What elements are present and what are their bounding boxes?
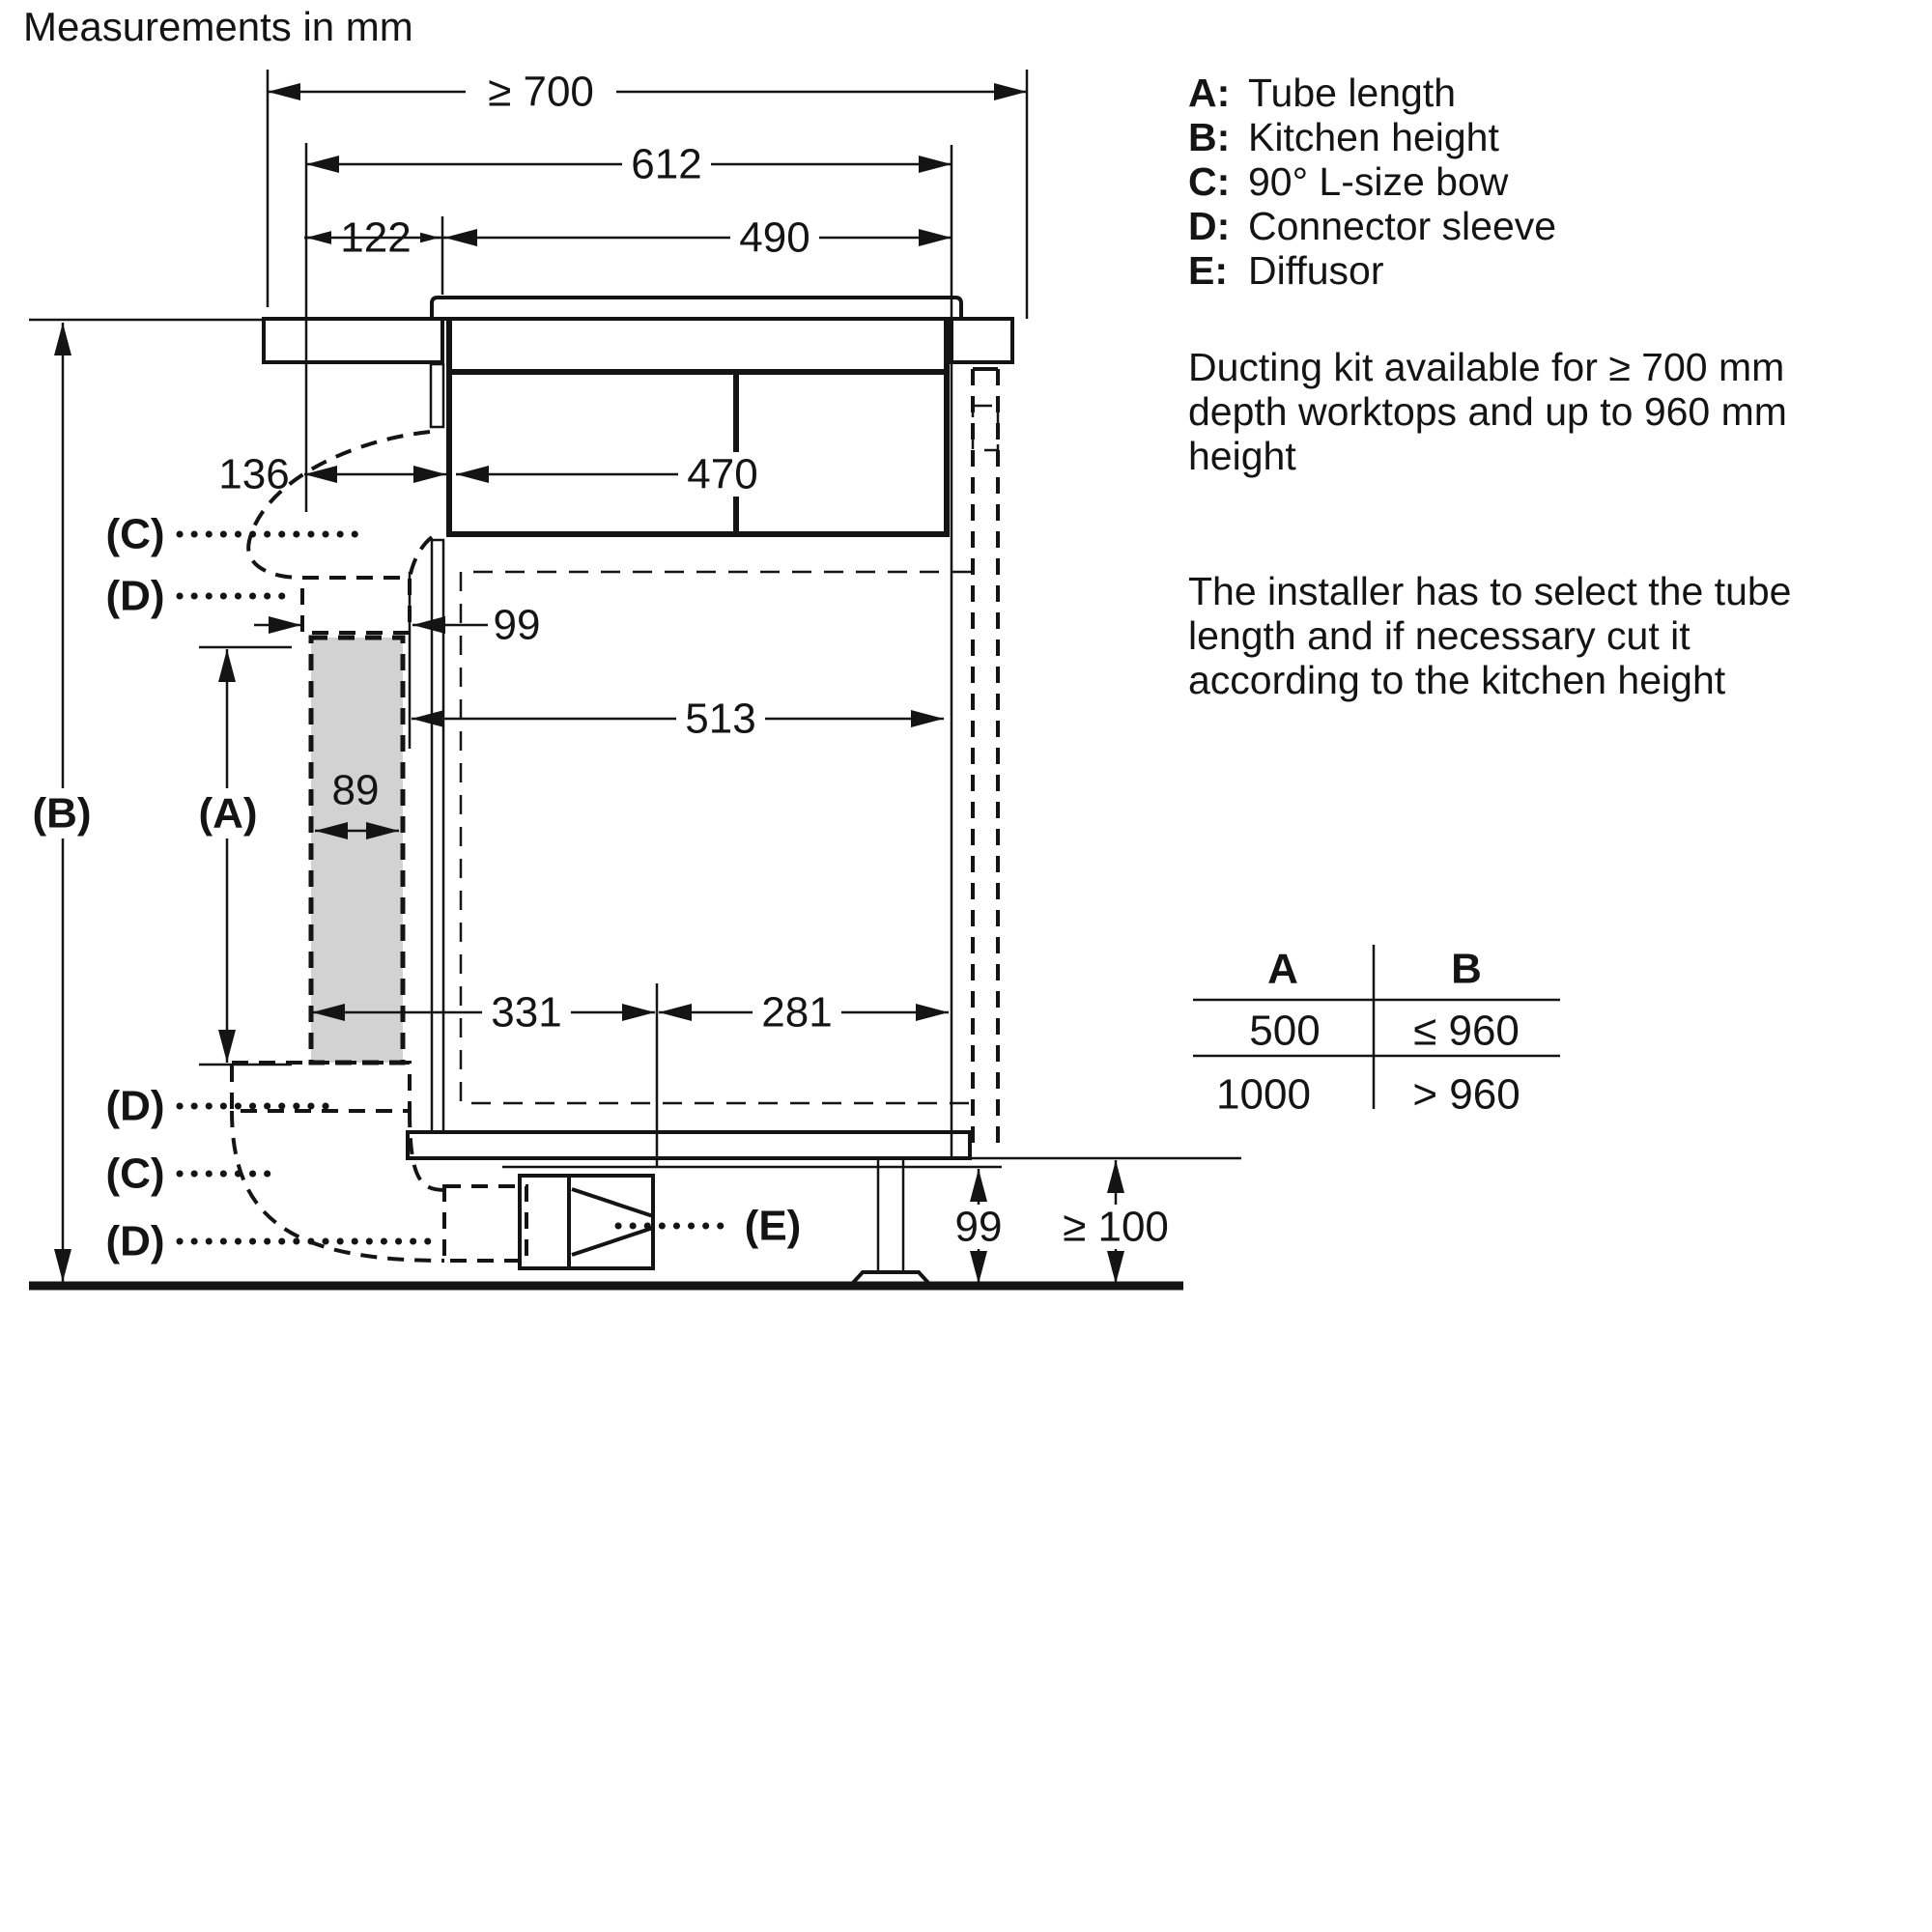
note-ducting-line1: Ducting kit available for ≥ 700 mm [1188,345,1785,389]
rear-duct-connector-dashed [973,406,998,450]
dim-interior-width: 513 [685,695,756,743]
legend-key-e: E: [1188,248,1228,293]
dim-hob-width: 470 [687,450,758,498]
diffusor-box [520,1176,653,1268]
legend-label-d: Connector sleeve [1248,204,1557,248]
hob-body-outline [449,319,947,534]
duct-channel-strip [432,540,443,1132]
table-row1-a: 500 [1249,1007,1321,1055]
dim-bottom-left: 331 [491,988,562,1037]
table-row2-b: > 960 [1412,1070,1520,1119]
dim-duct-depth: 99 [493,601,541,649]
duct-spigot-upper [431,364,443,427]
dim-offset-left: 122 [340,213,412,262]
table-row2-a: 1000 [1216,1070,1311,1119]
worktop-right-section [952,319,1012,362]
callout-kitchen-height: (B) [32,789,92,838]
callout-sleeve-lower: (D) [105,1082,165,1130]
note-installer-line3: according to the kitchen height [1188,658,1726,702]
note-ducting-line3: height [1188,434,1296,478]
dim-plinth-height: 99 [954,1203,1003,1251]
callout-sleeve-bottom: (D) [105,1217,165,1265]
cabinet-bottom-panel [408,1132,970,1158]
dim-total-width: 612 [631,140,702,188]
note-ducting-line2: depth worktops and up to 960 mm [1188,389,1787,434]
tube-length-table [1193,945,1560,1119]
note-installer-line1: The installer has to select the tube [1188,569,1792,613]
legend-key-d: D: [1188,204,1231,248]
dim-left-gap: 136 [218,450,290,498]
note-installer-line2: length and if necessary cut it [1188,613,1690,658]
dim-worktop-depth: ≥ 700 [488,68,594,116]
callout-tube-length: (A) [198,789,258,838]
legend-label-b: Kitchen height [1248,115,1499,159]
table-header-b: B [1451,945,1482,993]
connector-sleeve-lower [232,1063,410,1111]
table-row1-b: ≤ 960 [1413,1007,1520,1055]
dim-bottom-right: 281 [761,988,833,1037]
dim-tube-width: 89 [331,766,380,814]
callout-diffusor: (E) [744,1202,802,1250]
diffusor-wedge-bottom [572,1228,653,1255]
legend-label-c: 90° L-size bow [1248,159,1509,204]
worktop-left-section [264,319,442,362]
table-header-a: A [1267,945,1298,993]
connector-sleeve-upper [302,578,410,633]
note-ducting [1188,345,1787,478]
connector-sleeve-bottom [444,1186,526,1261]
legend-label-e: Diffusor [1248,248,1384,293]
page-title: Measurements in mm [23,4,413,49]
legend-key-a: A: [1188,71,1231,115]
dim-cutout-width: 490 [739,213,810,262]
callout-bow-lower: (C) [105,1150,165,1198]
bow-lower-inner-arc [410,1111,446,1190]
note-installer [1188,569,1791,702]
bow-upper-inner-arc [410,537,432,578]
callout-sleeve-upper: (D) [105,572,165,620]
legend-key-c: C: [1188,159,1231,204]
hob-top-plate [432,298,961,319]
legend-label-a: Tube length [1248,71,1457,115]
legend-key-b: B: [1188,115,1231,159]
callout-bow-upper: (C) [105,510,165,558]
tube [311,638,403,1063]
diffusor-wedge-top [572,1189,653,1216]
dim-floor-clearance: ≥ 100 [1063,1203,1169,1251]
legend [1188,71,1556,293]
